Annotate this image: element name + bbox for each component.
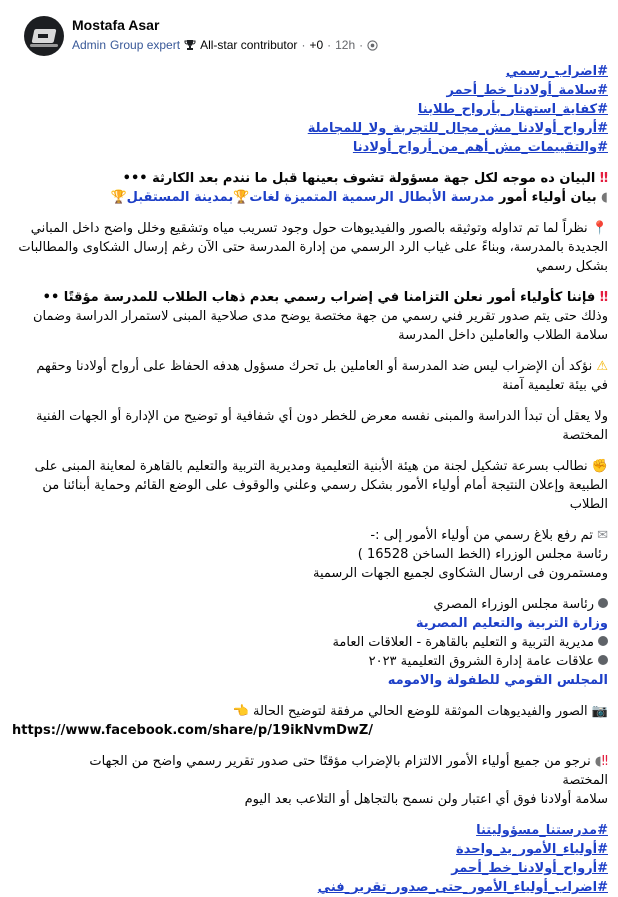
list-item — [12, 633, 608, 652]
intro-text: البيان ده موجه لكل جهة مسؤولة تشوف بعينها قبل ما نندم بعد الكارثة ••• — [122, 171, 596, 186]
double-exclamation-icon: ‼ — [599, 290, 608, 305]
para2-line — [12, 288, 608, 307]
paragraph-6 — [12, 526, 608, 583]
hashtag[interactable]: #أولياء_الأمور_يد_واحدة — [456, 842, 608, 857]
closing-line: المختصة — [562, 773, 608, 788]
avatar-image-base — [30, 44, 58, 47]
paragraph-1 — [12, 219, 608, 276]
closing-line — [12, 752, 608, 771]
para3-text-0: نؤكد أن الإضراب ليس ضد المدرسة أو العاملين بل تحرك مسؤول هدفه الحفاظ على أرواح أولادنا وحقهم — [36, 359, 593, 374]
envelope-icon: ✉ — [597, 528, 608, 543]
closing-text-0: نرجو من جميع أولياء الأمور الالتزام بالإضراب مؤقتًا حتى صدور تقرير رسمي واضح من الجهات — [89, 754, 591, 769]
hashtag[interactable]: #اضراب_أولياء_الأمور_حتى_صدور_تقرير_فني — [317, 880, 608, 895]
author-name[interactable]: Mostafa Asar — [72, 17, 160, 33]
globe-icon[interactable] — [367, 40, 378, 51]
media-paragraph — [12, 702, 608, 740]
bullet-icon — [598, 655, 608, 665]
paragraph-5 — [12, 457, 608, 514]
list-item-text: مديرية التربية و التعليم بالقاهرة - العلاقات العامة — [332, 635, 594, 650]
media-line — [12, 702, 608, 721]
intro-paragraph — [12, 169, 608, 207]
post-body — [12, 62, 608, 897]
separator-dot-2: · — [327, 38, 332, 52]
para6-line: رئاسة مجلس الوزراء (الخط الساخن 16528 ) — [357, 547, 608, 562]
loudspeaker-icon: ◖ — [594, 754, 602, 769]
reaction-count[interactable]: +0 — [309, 38, 324, 52]
para3-line: في بيئة تعليمية آمنة — [502, 378, 608, 393]
hashtag[interactable]: #كفاية_استهتار_بأرواح_طلابنا — [417, 102, 608, 117]
para4-line: ولا يعقل أن تبدأ الدراسة والمبنى نفسه معرض للخطر دون أي شفافية أو توضيح من الإدارة أو الجهات الفنية — [36, 409, 608, 424]
pin-icon: 📍 — [591, 221, 608, 236]
separator-dot-3: · — [359, 38, 364, 52]
para1-line: الجديدة بالمدرسة، وبناءً على غياب الرد الرسمي من إدارة المدرسة حتى الآن رغم إرسال الشكاوى والمطالبات — [18, 240, 608, 255]
intro-line-1 — [12, 169, 608, 188]
para2-text-0: فإننا كأولياء أمور نعلن التزامنا في إضراب رسمي بعدم ذهاب الطلاب للمدرسة مؤقتًا •• — [42, 290, 596, 305]
warning-icon: ⚠ — [596, 359, 608, 374]
paragraph-2 — [12, 288, 608, 345]
para6-text-0: تم رفع بلاغ رسمي من أولياء الأمور إلى :- — [370, 528, 593, 543]
list-item-text: علاقات عامة إدارة الشروق التعليمية ٢٠٢٣ — [368, 654, 594, 669]
avatar[interactable] — [24, 16, 64, 56]
media-text: الصور والفيديوهات الموثقة للوضع الحالي مرفقة لتوضيح الحالة — [253, 704, 588, 719]
para1-text-0: نظراً لما تم تداوله وتوثيقه بالصور والفيديوهات حول وجود تسريب مياه وتشقيع وخلل واضح داخل المباني — [30, 221, 588, 236]
pointing-hand-icon: 👈 — [232, 704, 249, 719]
bullet-icon — [598, 636, 608, 646]
para3-line — [12, 357, 608, 376]
intro-line-2 — [12, 188, 608, 207]
all-star-badge[interactable]: All-star contributor — [200, 38, 298, 52]
list-item — [12, 652, 608, 671]
closing-paragraph — [12, 752, 608, 809]
hashtag[interactable]: #مدرستنا_مسؤوليتنا — [476, 823, 608, 838]
para1-line — [12, 219, 608, 238]
loudspeaker-icon: ◖ — [601, 190, 608, 205]
para6-line: ومستمرون فى ارسال الشكاوى لجميع الجهات الرسمية — [313, 566, 608, 581]
para6-line — [12, 526, 608, 545]
trophy-icon — [184, 39, 196, 51]
para4-line: المختصة — [562, 428, 608, 443]
para5-line — [12, 457, 608, 476]
city-link[interactable]: بمدينة المستقبل — [126, 190, 234, 205]
list-item-link[interactable]: المجلس القومي للطفولة والامومه — [387, 673, 608, 688]
hashtag[interactable]: #سلامة_أولادنا_خط_أحمر — [446, 83, 608, 98]
hashtag[interactable]: #اضراب_رسمي — [505, 64, 608, 79]
para5-line: الطلاب — [569, 497, 608, 512]
avatar-image-detail — [38, 34, 48, 38]
list-item — [12, 595, 608, 614]
paragraph-3 — [12, 357, 608, 395]
post-header — [12, 0, 608, 62]
closing-line: سلامة أولادنا فوق أي اعتبار ولن نسمح بالتجاهل أو التلاعب بعد اليوم — [244, 792, 608, 807]
camera-icon: 📷 — [591, 704, 608, 719]
trophy-icon-2: 🏆 — [110, 190, 127, 205]
bullet-icon — [598, 598, 608, 608]
double-exclamation-icon: ‼ — [601, 754, 608, 769]
para2-line: وذلك حتى يتم صدور تقرير فني رسمي من جهة مختصة يوضح مدى صلاحية المبنى لاستمرار الدراسة وضمان — [32, 309, 608, 324]
paragraph-4 — [12, 407, 608, 445]
author-meta — [72, 38, 378, 52]
school-link[interactable]: مدرسة الأبطال الرسمية المتميزة لغات — [249, 190, 495, 205]
hashtag[interactable]: #والتقييمات_مش_أهم_من_أرواح_أولادنا — [352, 140, 608, 155]
hashtags-top — [12, 62, 608, 157]
trophy-icon: 🏆 — [233, 190, 250, 205]
separator-dot: · — [301, 38, 306, 52]
intro-prefix: بيان أولياء أمور — [499, 190, 597, 205]
post-time[interactable]: 12h — [335, 38, 356, 52]
hashtags-bottom — [12, 821, 608, 897]
para5-text-0: نطالب بسرعة تشكيل لجنة من هيئة الأبنية التعليمية ومديرية التربية والتعليم بالقاهرة لمعاينة المبنى على — [34, 459, 588, 474]
authorities-list — [12, 595, 608, 690]
double-exclamation-icon: ‼ — [599, 171, 608, 186]
flexed-arm-icon: ✊ — [591, 459, 608, 474]
hashtag[interactable]: #أرواح_أولادنا_خط_أحمر — [451, 861, 608, 876]
role-admin[interactable]: Admin — [72, 38, 107, 52]
list-item-link[interactable]: وزارة التربية والتعليم المصرية — [415, 616, 608, 631]
para1-line: بشكل رسمي — [536, 259, 608, 274]
hashtag[interactable]: #أرواح_أولادنا_مش_مجال_للتجربة_ولا_للمجاملة — [307, 121, 608, 136]
share-url[interactable]: https://www.facebook.com/share/p/19ikNvmDwZ/ — [12, 723, 374, 738]
para5-line: الطبيعة وإعلان النتيجة أمام أولياء الأمور بشكل رسمي وعلني والوقوف على الوضع القائم وحماية أبنائنا من — [42, 478, 608, 493]
role-group-expert[interactable]: Group expert — [110, 38, 181, 52]
list-item-text: رئاسة مجلس الوزراء المصري — [433, 597, 594, 612]
para2-line: سلامة الطلاب والعاملين داخل المدرسة — [398, 328, 608, 343]
